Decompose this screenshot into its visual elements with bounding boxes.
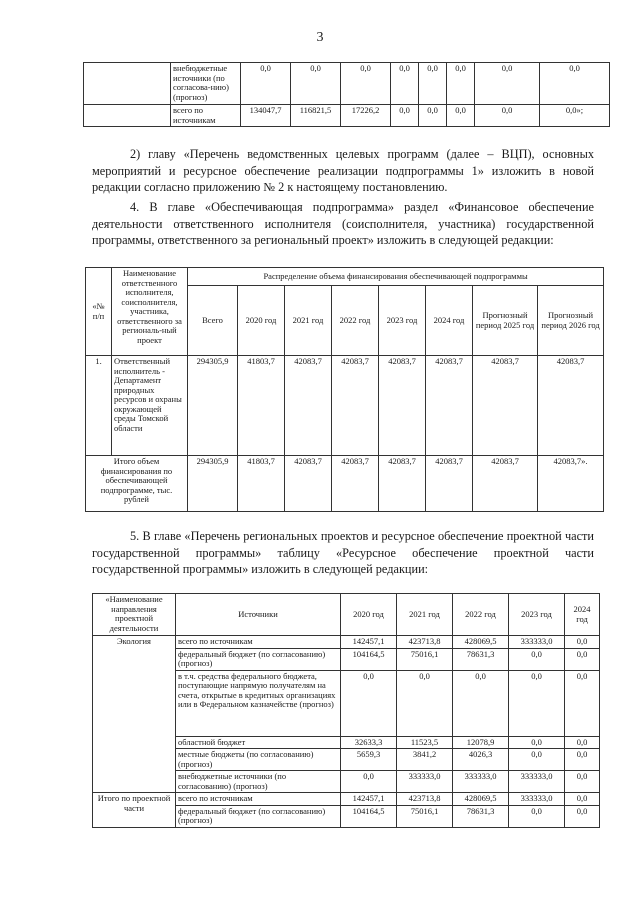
paragraph-4: 4. В главе «Обеспечивающая подпрограмма» раздел «Финансовое обеспечение деятельности ответственного исполнителя (соисполнителя, участника) государственной программы, ответственного за региональный проект» изложить в следующей редакции: [92,200,594,248]
header-col: 2024 год [426,286,473,356]
header-direction: «Наименование направления проектной деятельности [93,594,176,636]
header-sources: Источники [176,594,341,636]
value-cell: 78631,3 [453,648,509,670]
project-resources-table [92,593,600,828]
value-cell: 42083,7». [538,456,604,512]
value-cell: 0,0 [565,636,600,649]
value-cell: 42083,7 [379,456,426,512]
value-cell: 42083,7 [473,456,538,512]
value-cell: 428069,5 [453,636,509,649]
source-label: внебюджетные источники (по согласованию) (прогноз) [176,771,341,793]
table-header-row [93,594,600,636]
value-cell: 42083,7 [473,356,538,456]
table-row [93,636,600,649]
value-cell: 5659,3 [341,749,397,771]
header-year: 2021 год [397,594,453,636]
value-cell: 142457,1 [341,636,397,649]
total-label: Итого объем финансирования по обеспечивающей подпрограмме, тыс. рублей [86,456,188,512]
value-cell: 0,0 [447,63,475,105]
value-cell: 0,0 [447,105,475,127]
value-cell: 75016,1 [397,805,453,827]
value-cell: 0,0 [475,63,540,105]
value-cell: 0,0 [509,805,565,827]
value-cell: 42083,7 [538,356,604,456]
value-cell: 41803,7 [238,356,285,456]
value-cell: 0,0 [565,749,600,771]
value-cell: 116821,5 [291,105,341,127]
value-cell: 0,0 [509,736,565,749]
value-cell: 3841,2 [397,749,453,771]
value-cell: 42083,7 [285,356,332,456]
header-col: 2021 год [285,286,332,356]
source-label: всего по источникам [176,636,341,649]
value-cell: 0,0 [509,670,565,736]
value-cell: 0,0 [565,805,600,827]
table-total-row [86,456,604,512]
header-col: Прогнозный период 2025 год [473,286,538,356]
table-row [93,793,600,806]
value-cell: 78631,3 [453,805,509,827]
value-cell: 0,0 [341,63,391,105]
source-label: в т.ч. средства федерального бюджета, поступающие напрямую получателям на счета, открытые в кредитных организациях или в Федеральном казначействе (прогноз) [176,670,341,736]
header-col: 2020 год [238,286,285,356]
value-cell: 0,0 [475,105,540,127]
financing-table [85,267,604,512]
value-cell: 17226,2 [341,105,391,127]
value-cell: 12078,9 [453,736,509,749]
value-cell: 0,0 [565,793,600,806]
value-cell: 0,0 [341,670,397,736]
value-cell: 42083,7 [285,456,332,512]
value-cell: 294305,9 [188,456,238,512]
header-col: 2022 год [332,286,379,356]
value-cell: 104164,5 [341,805,397,827]
value-cell: 0,0 [509,749,565,771]
value-cell: 0,0»; [540,105,610,127]
source-label: всего по источникам [176,793,341,806]
value-cell: 333333,0 [509,771,565,793]
value-cell: 42083,7 [332,356,379,456]
value-cell: 42083,7 [379,356,426,456]
source-label: местные бюджеты (по согласованию) (прогноз) [176,749,341,771]
value-cell: 0,0 [419,105,447,127]
value-cell: 4026,3 [453,749,509,771]
header-num: «№ п/п [86,268,112,356]
paragraph-5: 5. В главе «Перечень региональных проектов и ресурсное обеспечение проектной части государственной программы» таблицу «Ресурсное обеспечение проектной части государственной программы» изложить в следующей редакции: [92,529,594,577]
value-cell: 333333,0 [453,771,509,793]
value-cell: 423713,8 [397,793,453,806]
value-cell: 0,0 [419,63,447,105]
source-label: федеральный бюджет (по согласованию) (прогноз) [176,805,341,827]
header-year: 2023 год [509,594,565,636]
source-label: областной бюджет [176,736,341,749]
value-cell: 0,0 [453,670,509,736]
value-cell: 42083,7 [332,456,379,512]
row-label: всего по источникам [171,105,241,127]
value-cell: 333333,0 [397,771,453,793]
empty-cell [84,105,171,127]
header-name: Наименование ответственного исполнителя, соисполнителя, участника, ответственного за региональ-ный проект [112,268,188,356]
value-cell: 0,0 [540,63,610,105]
row-label: внебюджетные источники (по согласова-нию) (прогноз) [171,63,241,105]
header-group: Распределение объема финансирования обеспечивающей подпрограммы [188,268,604,286]
header-year: 2024 год [565,594,600,636]
empty-cell [84,63,171,105]
value-cell: 0,0 [397,670,453,736]
value-cell: 0,0 [565,648,600,670]
value-cell: 11523,5 [397,736,453,749]
group-name: Итого по проектной части [93,793,176,828]
header-year: 2020 год [341,594,397,636]
value-cell: 333333,0 [509,636,565,649]
header-col: Прогнозный период 2026 год [538,286,604,356]
value-cell: 428069,5 [453,793,509,806]
paragraph-2: 2) главу «Перечень ведомственных целевых программ (далее – ВЦП), основных мероприятий и ресурсное обеспечение реализации подпрограммы 1» изложить в новой редакции согласно приложению № 2 к настоящему постановлению. [92,147,594,195]
value-cell: 32633,3 [341,736,397,749]
header-col: Всего [188,286,238,356]
group-name: Экология [93,636,176,793]
value-cell: 41803,7 [238,456,285,512]
value-cell: 42083,7 [426,356,473,456]
table-row [86,356,604,456]
row-num: 1. [86,356,112,456]
value-cell: 0,0 [391,105,419,127]
value-cell: 294305,9 [188,356,238,456]
value-cell: 0,0 [241,63,291,105]
header-col: 2023 год [379,286,426,356]
row-name: Ответственный исполнитель - Департамент природных ресурсов и охраны окружающей среды Томской области [112,356,188,456]
value-cell: 423713,8 [397,636,453,649]
source-label: федеральный бюджет (по согласованию) (прогноз) [176,648,341,670]
value-cell: 0,0 [391,63,419,105]
value-cell: 0,0 [565,736,600,749]
table-header-row [86,268,604,286]
value-cell: 75016,1 [397,648,453,670]
value-cell: 104164,5 [341,648,397,670]
value-cell: 134047,7 [241,105,291,127]
value-cell: 0,0 [565,670,600,736]
value-cell: 42083,7 [426,456,473,512]
value-cell: 333333,0 [509,793,565,806]
value-cell: 0,0 [565,771,600,793]
table-continued [83,62,610,127]
value-cell: 0,0 [341,771,397,793]
header-year: 2022 год [453,594,509,636]
value-cell: 142457,1 [341,793,397,806]
value-cell: 0,0 [509,648,565,670]
page-number: 3 [316,30,324,45]
table-row [84,63,610,105]
table-row [84,105,610,127]
value-cell: 0,0 [291,63,341,105]
